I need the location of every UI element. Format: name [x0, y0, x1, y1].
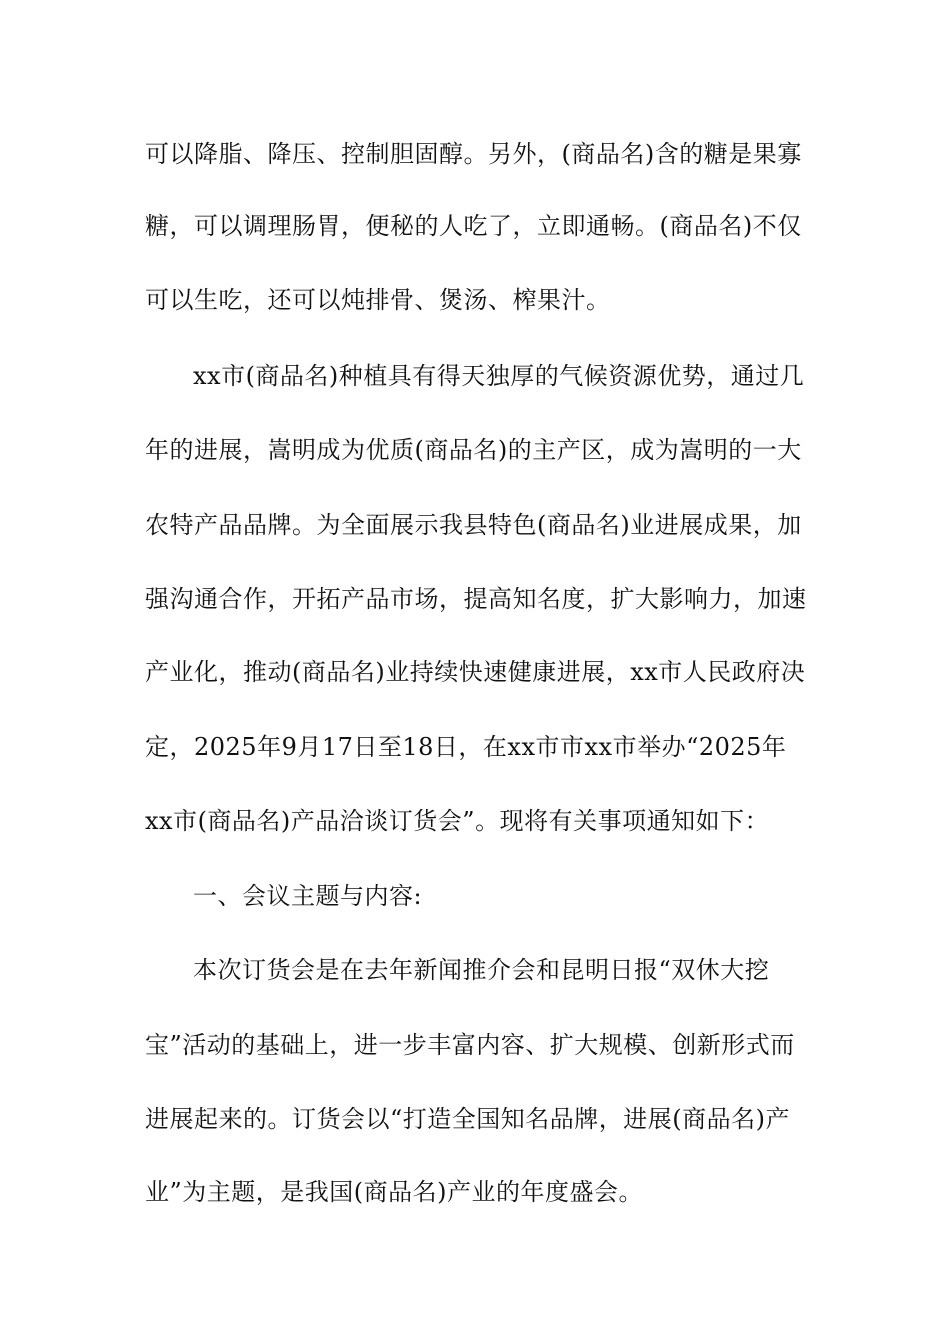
- paragraph-first-line: xx市(商品名)种植具有得天独厚的气候资源优势，通过几: [193, 362, 805, 390]
- text-line: 糖，可以调理肠胃，便秘的人吃了，立即通畅。(商品名)不仅: [145, 212, 802, 240]
- text-line: 宝”活动的基础上，进一步丰富内容、扩大规模、创新形式而: [145, 1031, 795, 1059]
- paragraph-first-line: 本次订货会是在去年新闻推介会和昆明日报“双休大挖: [193, 956, 770, 984]
- text-line: 进展起来的。订货会以“打造全国知名品牌，进展(商品名)产: [145, 1105, 790, 1133]
- text-line: 年的进展，嵩明成为优质(商品名)的主产区，成为嵩明的一大: [145, 436, 802, 464]
- text-line: 农特产品品牌。为全面展示我县特色(商品名)业进展成果，加: [145, 511, 802, 539]
- text-line: 产业化，推动(商品名)业持续快速健康进展，xx市人民政府决: [145, 658, 806, 686]
- text-line: 定，2025年9月17日至18日，在xx市市xx市举办“2025年: [145, 733, 787, 761]
- text-line: 业”为主题，是我国(商品名)产业的年度盛会。: [145, 1178, 643, 1206]
- text-line: 可以降脂、降压、控制胆固醇。另外，(商品名)含的糖是果寡: [145, 140, 802, 168]
- section-heading: 一、会议主题与内容:: [193, 882, 423, 910]
- text-line: 强沟通合作，开拓产品市场，提高知名度，扩大影响力，加速: [145, 585, 807, 613]
- text-line: xx市(商品名)产品洽谈订货会”。现将有关事项通知如下：: [145, 807, 770, 835]
- text-line: 可以生吃，还可以炖排骨、煲汤、榨果汁。: [145, 286, 611, 314]
